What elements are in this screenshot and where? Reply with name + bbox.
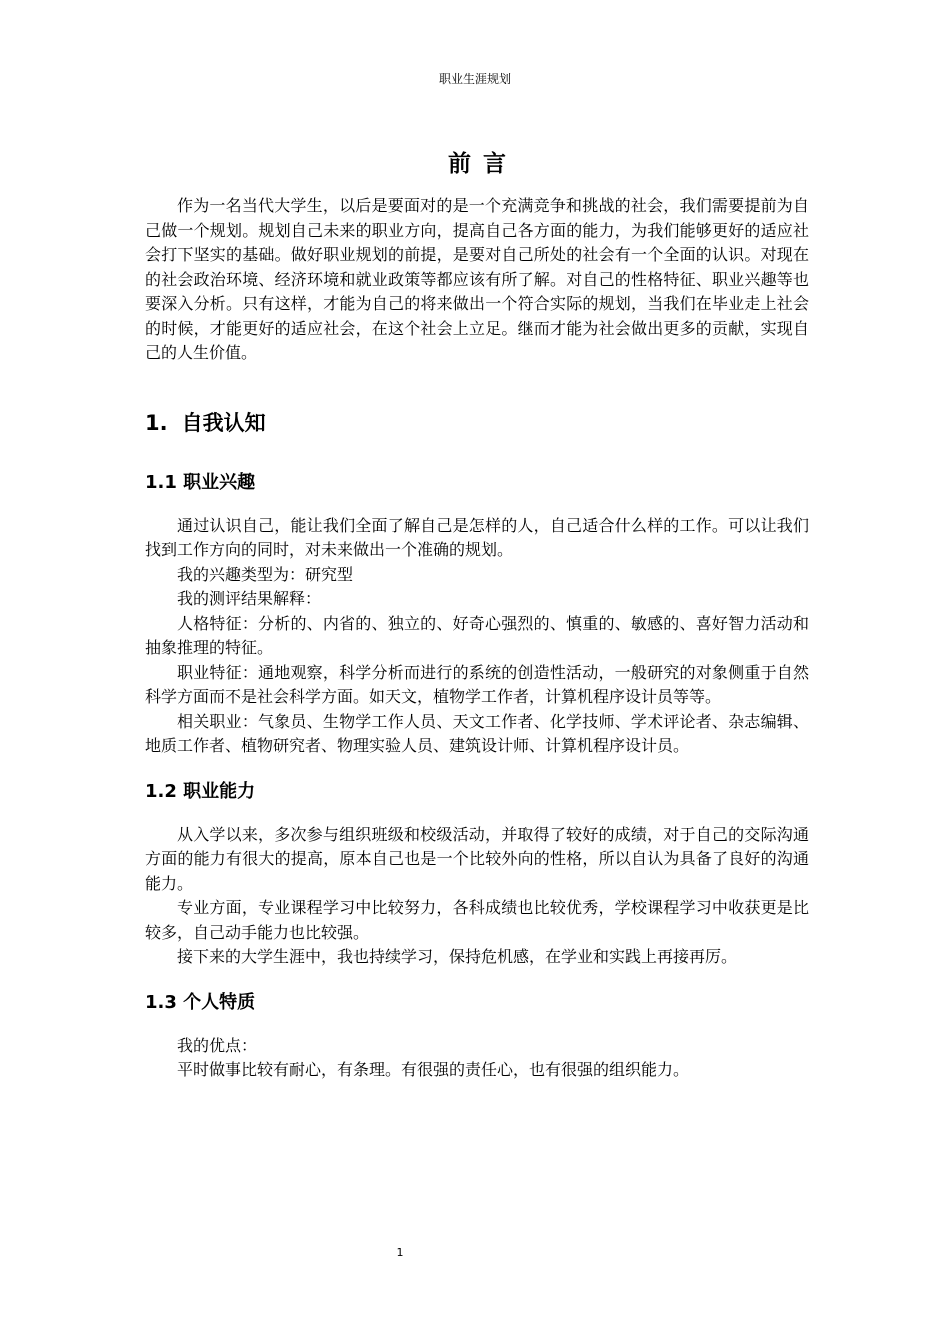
subsection-heading-interest: 1.1 职业兴趣 <box>145 471 256 493</box>
running-header: 职业生涯规划 <box>438 72 511 86</box>
body-paragraph: 接下来的大学生涯中，我也持续学习，保持危机感，在学业和实践上再接再厉。 <box>177 947 738 966</box>
section-heading-self-awareness <box>145 406 809 440</box>
body-paragraph: 我的优点： <box>177 1035 258 1055</box>
subsection-heading-traits: 1.3 个人特质 <box>145 991 256 1013</box>
section-title: 自我认知 <box>181 410 266 435</box>
body-paragraph: 专业方面，专业课程学习中比较努力，各科成绩也比较优秀，学校课程学习中收获更是比较多，自己动手能力也比较强。 <box>145 898 809 942</box>
preface-paragraph: 作为一名当代大学生，以后是要面对的是一个充满竞争和挑战的社会，我们需要提前为自己做一个规划。规划自己未来的职业方向，提高自己各方面的能力，为我们能够更好的适应社会打下坚实的基础。做好职业规划的前提，是要对自己所处的社会有一个全面的认识。对现在的社会政治环境、经济环境和就业政策等都应该有所了解。对自己的性格特征、职业兴趣等也要深入分析。只有这样，才能为自己的将来做出一个符合实际的规划，当我们在毕业走上社会的时候，才能更好的适应社会，在这个社会上立足。继而才能为社会做出更多的贡献，实现自己的人生价值。 <box>145 196 809 362</box>
body-paragraph: 平时做事比较有耐心，有条理。有很强的责任心，也有很强的组织能力。 <box>177 1060 690 1079</box>
body-paragraph: 职业特征：通地观察，科学分析而进行的系统的创造性活动，一般研究的对象侧重于自然科学方面而不是社会科学方面。如天文，植物学工作者，计算机程序设计员等等。 <box>145 662 809 706</box>
body-paragraph: 通过认识自己，能让我们全面了解自己是怎样的人，自己适合什么样的工作。可以让我们找到工作方向的同时，对未来做出一个准确的规划。 <box>145 515 809 559</box>
body-paragraph: 从入学以来，多次参与组织班级和校级活动，并取得了较好的成绩，对于自己的交际沟通方面的能力有很大的提高，原本自己也是一个比较外向的性格，所以自认为具备了良好的沟通能力。 <box>145 824 809 893</box>
subsection-heading-ability: 1.2 职业能力 <box>145 780 256 802</box>
page-title: 前言 <box>448 151 518 177</box>
body-paragraph: 我的测评结果解释： <box>177 589 322 608</box>
page-number: 1 <box>396 1246 404 1259</box>
body-paragraph: 我的兴趣类型为：研究型 <box>177 564 354 584</box>
section-number: 1. <box>145 410 168 435</box>
body-paragraph: 相关职业：气象员、生物学工作人员、天文工作者、化学技师、学术评论者、杂志编辑、地质工作者、植物研究者、物理实验人员、建筑设计师、计算机程序设计员。 <box>145 711 809 755</box>
page-content <box>145 146 809 1083</box>
body-paragraph: 人格特征：分析的、内省的、独立的、好奇心强烈的、慎重的、敏感的、喜好智力活动和抽象推理的特征。 <box>145 613 809 657</box>
